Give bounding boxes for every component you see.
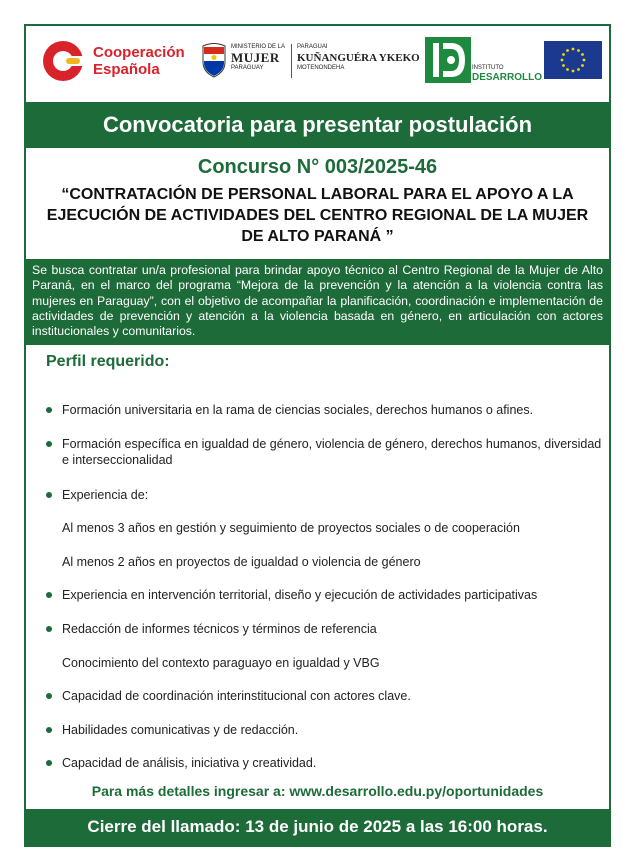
requirement-item: Redacción de informes técnicos y términos de referencia	[62, 621, 602, 637]
cooperacion-text: Cooperación Española	[93, 44, 185, 78]
bullet-icon	[46, 626, 52, 632]
kunangura-text: PARAGUAI KUÑANGUÉRA YKEKO MOTENONDEHA	[297, 44, 420, 71]
requirement-item: Capacidad de análisis, iniciativa y creatividad.	[62, 755, 602, 771]
summary-box: Se busca contratar un/a profesional para brindar apoyo técnico al Centro Regional de la Mujer de Alto Paraná, en el marco del programa “Mejora de la prevención y la atención a la violencia contra las mujeres en Paraguay”, con el objetivo de acompañar la planificación, coordinación e implementación de actividades de prevención y atención a la violencia basada en género, en articulación con actores institucionales y comunitarios.	[26, 259, 609, 345]
ministerio-text: MINISTERIO DE LA MUJER PARAGUAY	[231, 44, 286, 71]
instituto-label: INSTITUTO	[472, 65, 504, 71]
call-banner: Convocatoria para presentar postulación	[26, 102, 609, 148]
requirement-item: Capacidad de coordinación interinstitucional con actores clave.	[62, 688, 602, 704]
bullet-icon	[46, 407, 52, 413]
bullet-icon	[46, 693, 52, 699]
logo-divider	[291, 44, 292, 78]
bullet-icon	[46, 441, 52, 447]
desarrollo-label: DESARROLLO	[472, 72, 542, 83]
profile-heading: Perfil requerido:	[46, 353, 170, 370]
contest-number: Concurso N° 003/2025-46	[197, 156, 438, 178]
paraguay-shield-icon	[201, 42, 227, 78]
cooperacion-mark-icon	[41, 39, 85, 83]
details-link[interactable]: Para más detalles ingresar a: www.desarrollo.edu.py/oportunidades	[91, 783, 544, 799]
requirement-item: Experiencia de:	[62, 487, 602, 503]
eu-flag-icon	[544, 41, 602, 79]
announcement-card	[24, 24, 611, 847]
instituto-mark-icon	[425, 37, 471, 83]
bullet-icon	[46, 592, 52, 598]
ministerio-mujer-logo	[201, 42, 421, 82]
bullet-icon	[46, 760, 52, 766]
cooperacion-espanola-logo	[41, 39, 191, 85]
requirement-subitem: Al menos 2 años en proyectos de igualdad o violencia de género	[62, 555, 421, 569]
bullet-icon	[46, 727, 52, 733]
closing-date-banner: Cierre del llamado: 13 de junio de 2025 a las 16:00 horas.	[26, 809, 609, 845]
requirement-subitem: Conocimiento del contexto paraguayo en igualdad y VBG	[62, 656, 380, 670]
bullet-icon	[46, 492, 52, 498]
requirement-item: Formación universitaria en la rama de ciencias sociales, derechos humanos o afines.	[62, 402, 602, 418]
requirement-item: Habilidades comunicativas y de redacción.	[62, 722, 602, 738]
position-title: “CONTRATACIÓN DE PERSONAL LABORAL PARA EL APOYO A LA EJECUCIÓN DE ACTIVIDADES DEL CENTRO REGIONAL DE LA MUJER DE ALTO PARANÁ ”	[46, 186, 589, 245]
instituto-desarrollo-logo	[425, 37, 542, 87]
logo-bar	[26, 26, 609, 96]
requirement-item: Experiencia en intervención territorial, diseño y ejecución de actividades participativas	[62, 587, 602, 603]
requirement-subitem: Al menos 3 años en gestión y seguimiento de proyectos sociales o de cooperación	[62, 521, 520, 535]
requirement-item: Formación específica en igualdad de género, violencia de género, derechos humanos, diversidad e interseccionalidad	[62, 436, 602, 468]
